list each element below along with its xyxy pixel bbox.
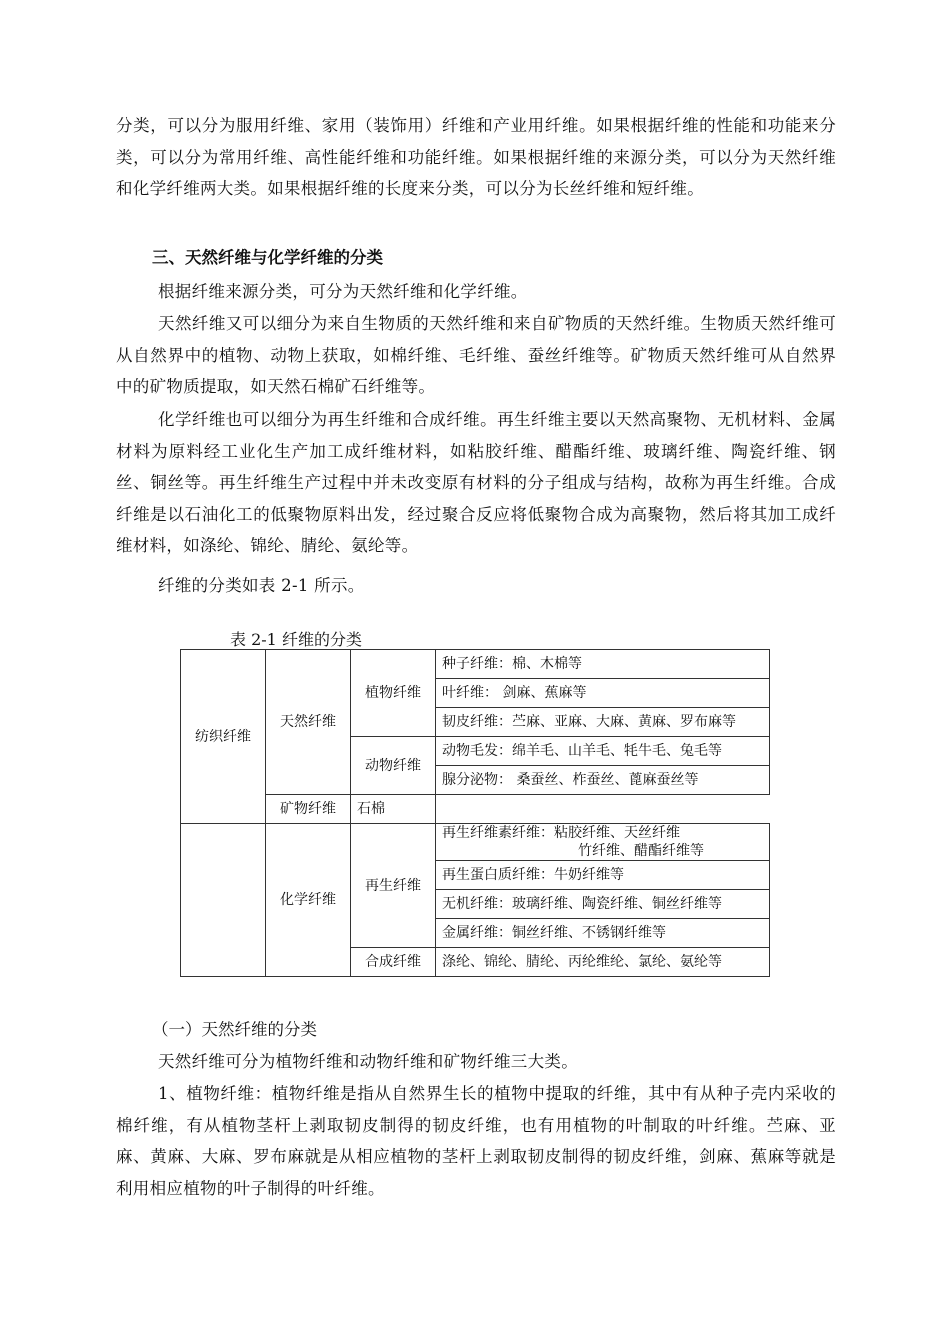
intro-paragraph: 分类，可以分为服用纤维、家用（装饰用）纤维和产业用纤维。如果根据纤维的性能和功能来分类，可以分为常用纤维、高性能纤维和功能纤维。如果根据纤维的来源分类，可以分为天然纤维和化学纤维两大类。如果根据纤维的长度来分类，可以分为长丝纤维和短纤维。 bbox=[116, 116, 836, 198]
cell-bast-fiber: 韧皮纤维：苎麻、亚麻、大麻、黄麻、罗布麻等 bbox=[436, 708, 770, 737]
paragraph-source-classification: 根据纤维来源分类，可分为天然纤维和化学纤维。 bbox=[158, 282, 528, 301]
cell-regenerated-cellulose bbox=[436, 824, 770, 861]
cell-plant-fiber: 植物纤维 bbox=[351, 650, 436, 737]
paragraph-table-reference: 纤维的分类如表 2-1 所示。 bbox=[158, 576, 365, 595]
cell-textile-fiber: 纺织纤维 bbox=[181, 650, 266, 824]
table-row bbox=[181, 650, 770, 679]
paragraph-natural-types: 天然纤维可分为植物纤维和动物纤维和矿物纤维三大类。 bbox=[158, 1052, 578, 1071]
cellulose-line-2: 竹纤维、醋酯纤维等 bbox=[578, 843, 704, 859]
cell-gland-secretion: 腺分泌物： 桑蚕丝、柞蚕丝、蓖麻蚕丝等 bbox=[436, 766, 770, 795]
cell-leaf-fiber: 叶纤维： 剑麻、蕉麻等 bbox=[436, 679, 770, 708]
cell-root-continuation bbox=[181, 824, 266, 977]
cell-inorganic-fiber: 无机纤维：玻璃纤维、陶瓷纤维、铜丝纤维等 bbox=[436, 890, 770, 919]
fiber-classification-table bbox=[180, 649, 770, 977]
cell-seed-fiber: 种子纤维：棉、木棉等 bbox=[436, 650, 770, 679]
cell-animal-fiber: 动物纤维 bbox=[351, 737, 436, 795]
table-row bbox=[181, 795, 770, 824]
cell-synthetic-fiber: 合成纤维 bbox=[351, 948, 436, 977]
paragraph-chemical-fiber: 化学纤维也可以细分为再生纤维和合成纤维。再生纤维主要以天然高聚物、无机材料、金属材料为原料经工业化生产加工成纤维材料，如粘胶纤维、醋酯纤维、玻璃纤维、陶瓷纤维、钢丝、铜丝等。再生纤维生产过程中并未改变原有材料的分子组成与结构，故称为再生纤维。合成纤维是以石油化工的低聚物原料出发，经过聚合反应将低聚物合成为高聚物，然后将其加工成纤维材料，如涤纶、锦纶、腈纶、氨纶等。 bbox=[116, 410, 836, 555]
cell-natural-fiber: 天然纤维 bbox=[266, 650, 351, 795]
cell-regenerated-fiber: 再生纤维 bbox=[351, 824, 436, 948]
paragraph-natural-fiber: 天然纤维又可以细分为来自生物质的天然纤维和来自矿物质的天然纤维。生物质天然纤维可从自然界中的植物、动物上获取，如棉纤维、毛纤维、蚕丝纤维等。矿物质天然纤维可从自然界中的矿物质提取，如天然石棉矿石纤维等。 bbox=[116, 314, 836, 396]
table-row bbox=[181, 824, 770, 861]
cell-synthetic-list: 涤纶、锦纶、腈纶、丙纶维纶、氯纶、氨纶等 bbox=[436, 948, 770, 977]
cell-chemical-fiber: 化学纤维 bbox=[266, 824, 351, 977]
cellulose-line-1: 再生纤维素纤维：粘胶纤维、天丝纤维 bbox=[442, 825, 680, 841]
cell-metal-fiber: 金属纤维：铜丝纤维、不锈钢纤维等 bbox=[436, 919, 770, 948]
cell-mineral-fiber: 矿物纤维 bbox=[266, 795, 351, 824]
paragraph-plant-fiber: 1、植物纤维：植物纤维是指从自然界生长的植物中提取的纤维，其中有从种子壳内采收的棉纤维，有从植物茎杆上剥取韧皮制得的韧皮纤维，也有用植物的叶制取的叶纤维。苎麻、亚麻、黄麻、大麻、罗布麻就是从相应植物的茎杆上剥取韧皮制得的韧皮纤维，剑麻、蕉麻等就是利用相应植物的叶子制得的叶纤维。 bbox=[116, 1084, 836, 1198]
cell-animal-hair: 动物毛发：绵羊毛、山羊毛、牦牛毛、兔毛等 bbox=[436, 737, 770, 766]
section-heading: 三、天然纤维与化学纤维的分类 bbox=[152, 248, 383, 267]
cell-asbestos: 石棉 bbox=[351, 795, 436, 824]
subsection-heading: （一）天然纤维的分类 bbox=[152, 1020, 317, 1039]
cell-regenerated-protein: 再生蛋白质纤维：牛奶纤维等 bbox=[436, 861, 770, 890]
table-caption: 表 2-1 纤维的分类 bbox=[230, 630, 362, 649]
